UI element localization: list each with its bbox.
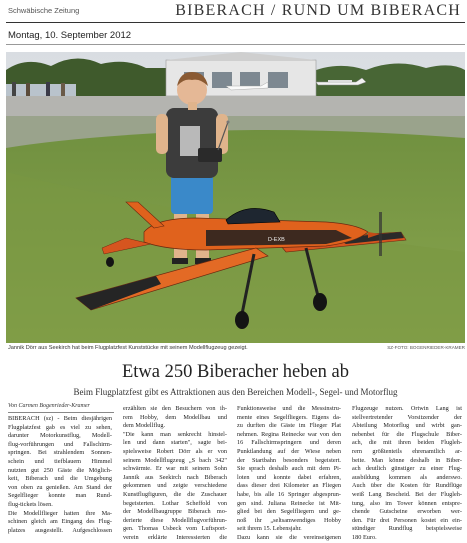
masthead: [6, 0, 461, 24]
text-line: nehmen. Regina Reinecke war von den: [237, 430, 341, 438]
text-line: flug-tickets lösen.: [8, 500, 53, 508]
fuselage-registration: D-EXB: [268, 237, 285, 243]
text-line: ausbildung kommen als anderswo.: [352, 473, 462, 481]
text-line: der Startbahn besonders begeistert.: [237, 456, 341, 464]
date-rule: [6, 44, 465, 45]
text-line: weiß Lang Bescheid. Bei der Flugleh-: [352, 490, 462, 498]
text-line: rem Hobby, dem Modellbau und: [123, 413, 227, 421]
text-line: gen sind. Juliana Reinecke ist Mit-: [237, 499, 341, 507]
text-line: verein erklärte Interessierten die: [123, 533, 227, 541]
article-headline: Etwa 250 Biberacher heben ab: [121, 362, 350, 382]
text-line: chende Gutscheine erworben wer-: [352, 508, 462, 516]
text-line: flug-vorführungen und Fallschirm-: [8, 440, 112, 448]
text-line: Punktlandung auf der Wiese neben: [237, 447, 341, 455]
text-line: schwärmte. Er war mit seinem Sohn: [123, 465, 227, 473]
text-line: Die Modellflieger hatten ihre Ma-: [8, 509, 112, 517]
text-line: rern größtenteils ehrenamtlich ar-: [352, 447, 462, 455]
text-line: Auch über die Kosten für Rundflüge: [352, 482, 462, 490]
text-line: Jannik aus Seekirch nach Biberach: [123, 473, 227, 481]
text-line: schein und tiefblauem Himmel: [8, 457, 112, 465]
text-line: len und dann starten", sagte bei-: [123, 439, 227, 447]
article-column-2: [123, 405, 227, 543]
text-line: ach deutlich günstiger zu einer Flug-: [352, 465, 462, 473]
text-line: platzes ausgestellt. Aufgeschlossen: [8, 526, 112, 534]
article-subheadline: Beim Flugplatzfest gibt es Attraktionen aus den Bereichen Modell-, Segel- und Motorflug: [73, 387, 398, 397]
text-line: seit ihrem 15. Lebensjahr.: [237, 525, 302, 533]
photo-credit: SZ-FOTO: BOGENRIEDER-KRAMER: [387, 345, 465, 350]
article-photo: [6, 52, 465, 343]
photo-caption-row: [6, 345, 465, 355]
text-line: mente eines Segelfliegers. Eigens da-: [237, 413, 341, 421]
text-line: begeisterten. Lothar Scheffold von: [123, 499, 227, 507]
text-line: tung, also im Tower können entspre-: [352, 499, 462, 507]
text-line: Sie sprach deshalb auch mit dem Pi-: [237, 465, 341, 473]
section-title: BIBERACH / RUND UM BIBERACH: [175, 2, 461, 19]
text-line: den. Für drei Personen kostet ein ein-: [352, 516, 462, 524]
text-line: dem Modellflug.: [123, 422, 166, 430]
text-line: dass dieser drei Kilometer an Fliegen: [237, 482, 341, 490]
text-line: Flugplatzfest gab es viel zu sehen,: [8, 423, 112, 431]
masthead-rule: [6, 22, 465, 23]
text-line: glied bei den Segelfliegern und ge-: [237, 508, 341, 516]
text-line: spielsweise Robert Dörr als er von: [123, 447, 227, 455]
text-line: keit, Biberach und die Umgebung: [8, 475, 112, 483]
text-line: loten und konnte dabei erfahren,: [237, 473, 341, 481]
text-line: habe, bis alle 16 Springer abgesprun-: [237, 490, 341, 498]
text-line: Abteilung Motorflug und wirbt gan-: [352, 422, 462, 430]
text-line: von oben zu genießen. Am Stand der: [8, 483, 112, 491]
text-line: springen. Bei strahlendem Sonnen-: [8, 449, 112, 457]
text-line: 180 Euro.: [352, 533, 377, 541]
text-line: der Modellbaugruppe Biberach mo-: [123, 508, 227, 516]
text-line: nebenbei für die Flugschule Biber-: [352, 430, 462, 438]
text-line: gekommen und zeigte verschiedene: [123, 482, 227, 490]
text-line: "Die kann man senkrecht hinstel-: [123, 430, 227, 438]
issue-date: Montag, 10. September 2012: [8, 30, 132, 41]
text-line: schinen gleich am Eingang des Flug-: [8, 518, 112, 526]
photo-caption: Jannik Dörr aus Seekirch hat beim Flugplatzfest Kunststücke mit seinem Modellflugzeug gezeigt.: [8, 345, 248, 351]
article-column-4: [352, 405, 462, 543]
text-line: beite. Man könne deshalb in Biber-: [352, 456, 462, 464]
text-line: Dazu kann sie die vereinseigenen: [237, 533, 341, 541]
newspaper-name: Schwäbische Zeitung: [8, 6, 80, 15]
article-column-3: [237, 405, 341, 543]
text-line: derierte diese Modellflugvorführun-: [123, 516, 227, 524]
text-line: Kunstflugfiguren, die die Zuschauer: [123, 490, 227, 498]
text-line: Flugzeuge nutzen. Ortwin Lang ist: [352, 405, 462, 412]
text-line: gen. Thomas Usbeck vom Luftsport-: [123, 525, 227, 533]
text-line: nutzten gut 250 Gäste die Möglich-: [8, 466, 112, 474]
text-line: 16 Fallschirmspringern und deren: [237, 439, 341, 447]
text-line: Funktionsweise und die Messinstru-: [237, 405, 341, 412]
text-line: stündiger Rundflug beispielsweise: [352, 525, 462, 533]
article-column-1: [8, 415, 112, 535]
text-line: stellvertretender Vorsitzender der: [352, 413, 462, 421]
text-line: erzählten sie den Besuchern von ih-: [123, 405, 227, 412]
byline-rule: [8, 412, 114, 413]
text-line: Segelflieger konnte man Rund-: [8, 492, 112, 500]
text-line: ach, die mit ihren beiden Flugleh-: [352, 439, 462, 447]
text-line: BIBERACH (sz) - Beim diesjährigen: [8, 415, 112, 422]
text-line: seinem Modellflugzeug „S bach 342": [123, 456, 227, 464]
article-byline: Von Carmen Bogenrieder-Kramer: [8, 403, 90, 409]
text-line: darunter Motorkunstflug, Modell-: [8, 432, 112, 440]
text-line: noß ihr „seltsamwendiges Hobby: [237, 516, 341, 524]
text-line: zu durften die Gäste im Flieger Plat: [237, 422, 341, 430]
